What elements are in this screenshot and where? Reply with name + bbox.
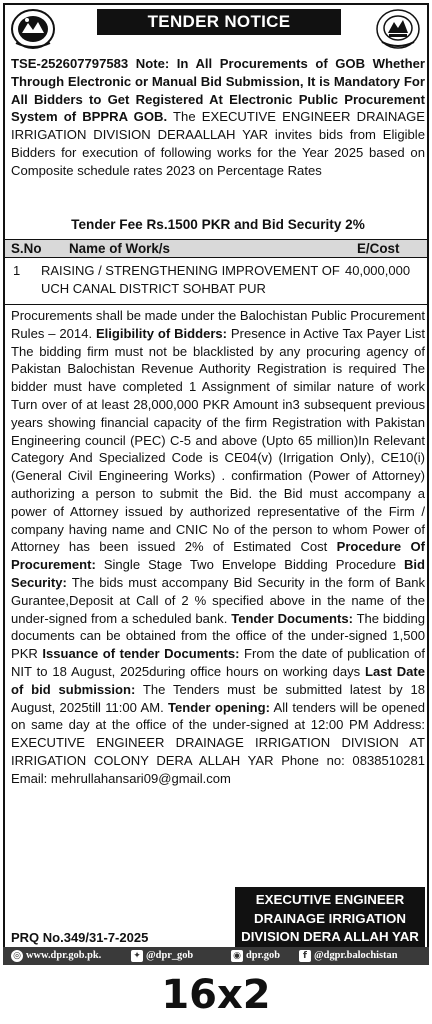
issuance-label: Issuance of tender Documents: <box>42 646 240 662</box>
eligibility-label: Eligibility of Bidders: <box>95 325 228 341</box>
government-emblem-logo <box>10 7 56 51</box>
government-emblem-logo-right <box>375 7 421 51</box>
instagram-handle[interactable]: dpr.gob <box>246 950 280 961</box>
divider <box>5 304 427 305</box>
table-header <box>5 239 427 258</box>
last-date-label: Last Date of bid submission: <box>11 663 425 697</box>
website-link[interactable]: www.dpr.gob.pk. <box>26 950 102 961</box>
row-sno: 1 <box>13 263 21 278</box>
body-paragraph <box>11 307 425 788</box>
intro-paragraph <box>11 55 425 180</box>
page-title: TENDER NOTICE <box>97 9 341 35</box>
procedure-label: Procedure Of Procurement: <box>11 539 426 573</box>
tender-notice-ad <box>3 3 429 965</box>
header-sno: S.No <box>11 241 42 256</box>
body-text: Procurements shall be made under the Balochistan Public Procurement Rules – 2014. <box>11 308 425 341</box>
body-text: The bidding documents can be obtained from the office of the under-signed 1,500 PKR <box>11 610 425 662</box>
header-estimated-cost: E/Cost <box>357 241 400 256</box>
body-text: The bids must accompany Bid Security in the form of Bank Gurantee,Deposit at Call of 2 % specified above in the name of the under-signed from a scheduled bank. <box>11 574 425 626</box>
facebook-icon: f <box>299 950 311 962</box>
twitter-icon: ✦ <box>131 950 143 962</box>
instagram-icon: ◉ <box>231 950 243 962</box>
footer-instagram <box>231 947 280 965</box>
bid-security-label: Bid Security: <box>11 557 425 590</box>
header-name-of-work: Name of Work/s <box>69 241 170 256</box>
tender-opening-label: Tender opening: <box>168 699 270 715</box>
signature-line: DIVISION DERA ALLAH YAR <box>241 929 419 944</box>
globe-icon: ◎ <box>11 950 23 962</box>
signature-block <box>235 887 425 949</box>
row-cost: 40,000,000 <box>345 263 411 278</box>
footer-bar <box>3 947 429 965</box>
body-text: Presence in Active Tax Payer List The bidding firm must not be blacklisted by any procuring agency of Pakistan Balochistan Revenue Authority Registration is required The bidder must have completed 1 Assignment of similar nature of work Turn over of at least 28,000,000 PKR Amount in3 subsequent previous years showing financial capacity of the firm Registration with Pakistan Engineering council (PEC) C-5 and above (Upto 65 million)In Relevant Category And Specialized Code is CE04(v) (Irrigation Only), CE10(i) (General Civil Engineering Works) . confirmation (Power of Attorney) authorizing a person to submit the Bid. the Bid must accompany a power of Attorney issued by authorized representative of the Firm / company having name and CNIC No of the person to whom Power of Attorney has been issued 2% of Estimated Cost <box>11 325 425 555</box>
footer-facebook <box>299 947 398 965</box>
ad-size-label: 16x2 <box>161 972 271 1018</box>
intro-text: The EXECUTIVE ENGINEER DRAINAGE IRRIGATION DIVISION DERAALLAH YAR invites bids from Eligible Bidders for execution of following works for the Year 2025 based on Composite schedule rates 2023 on Percentage Rates <box>11 109 426 178</box>
signature-line: EXECUTIVE ENGINEER <box>255 892 405 907</box>
prq-number: PRQ No.349/31-7-2025 <box>11 930 149 945</box>
header <box>5 5 427 51</box>
body-text: All tenders will be opened on same day at the office of the under-signed at 12:00 PM Address: EXECUTIVE ENGINEER DRAINAGE IRRIGATION DIVISION AT IRRIGATION COLONY DERA ALLAH YAR Phone no: 0838510281 Email: mehrullahansari09@gmail.com <box>11 699 425 786</box>
footer-website <box>11 947 101 965</box>
tender-fee-line: Tender Fee Rs.1500 PKR and Bid Security 2% <box>71 217 365 232</box>
signature-line: DRAINAGE IRRIGATION <box>254 910 406 926</box>
row-work-name: RAISING / STRENGTHENING IMPROVEMENT OF UCH CANAL DISTRICT SOHBAT PUR <box>41 263 340 296</box>
footer-twitter <box>131 947 193 965</box>
table-row <box>5 262 427 302</box>
tender-documents-label: Tender Documents: <box>231 610 353 626</box>
body-text: From the date of publication of NIT to 18 August, 2025during office hours on working days <box>11 646 425 679</box>
facebook-handle[interactable]: @dgpr.balochistan <box>314 950 398 961</box>
body-text: The Tenders must be submitted latest by 18 August, 2025till 11:00 AM. <box>11 681 425 715</box>
tender-reference: TSE-252607797583 Note: In All Procurements of GOB Whether Through Electronic or Manual Bid Submission, It is Mandatory For All Bidders to Get Registered At Electronic Public Procurement System of BPPRA GOB. <box>11 56 425 125</box>
twitter-handle[interactable]: @dpr_gob <box>146 950 194 961</box>
body-text: Single Stage Two Envelope Bidding Procedure <box>95 557 404 573</box>
